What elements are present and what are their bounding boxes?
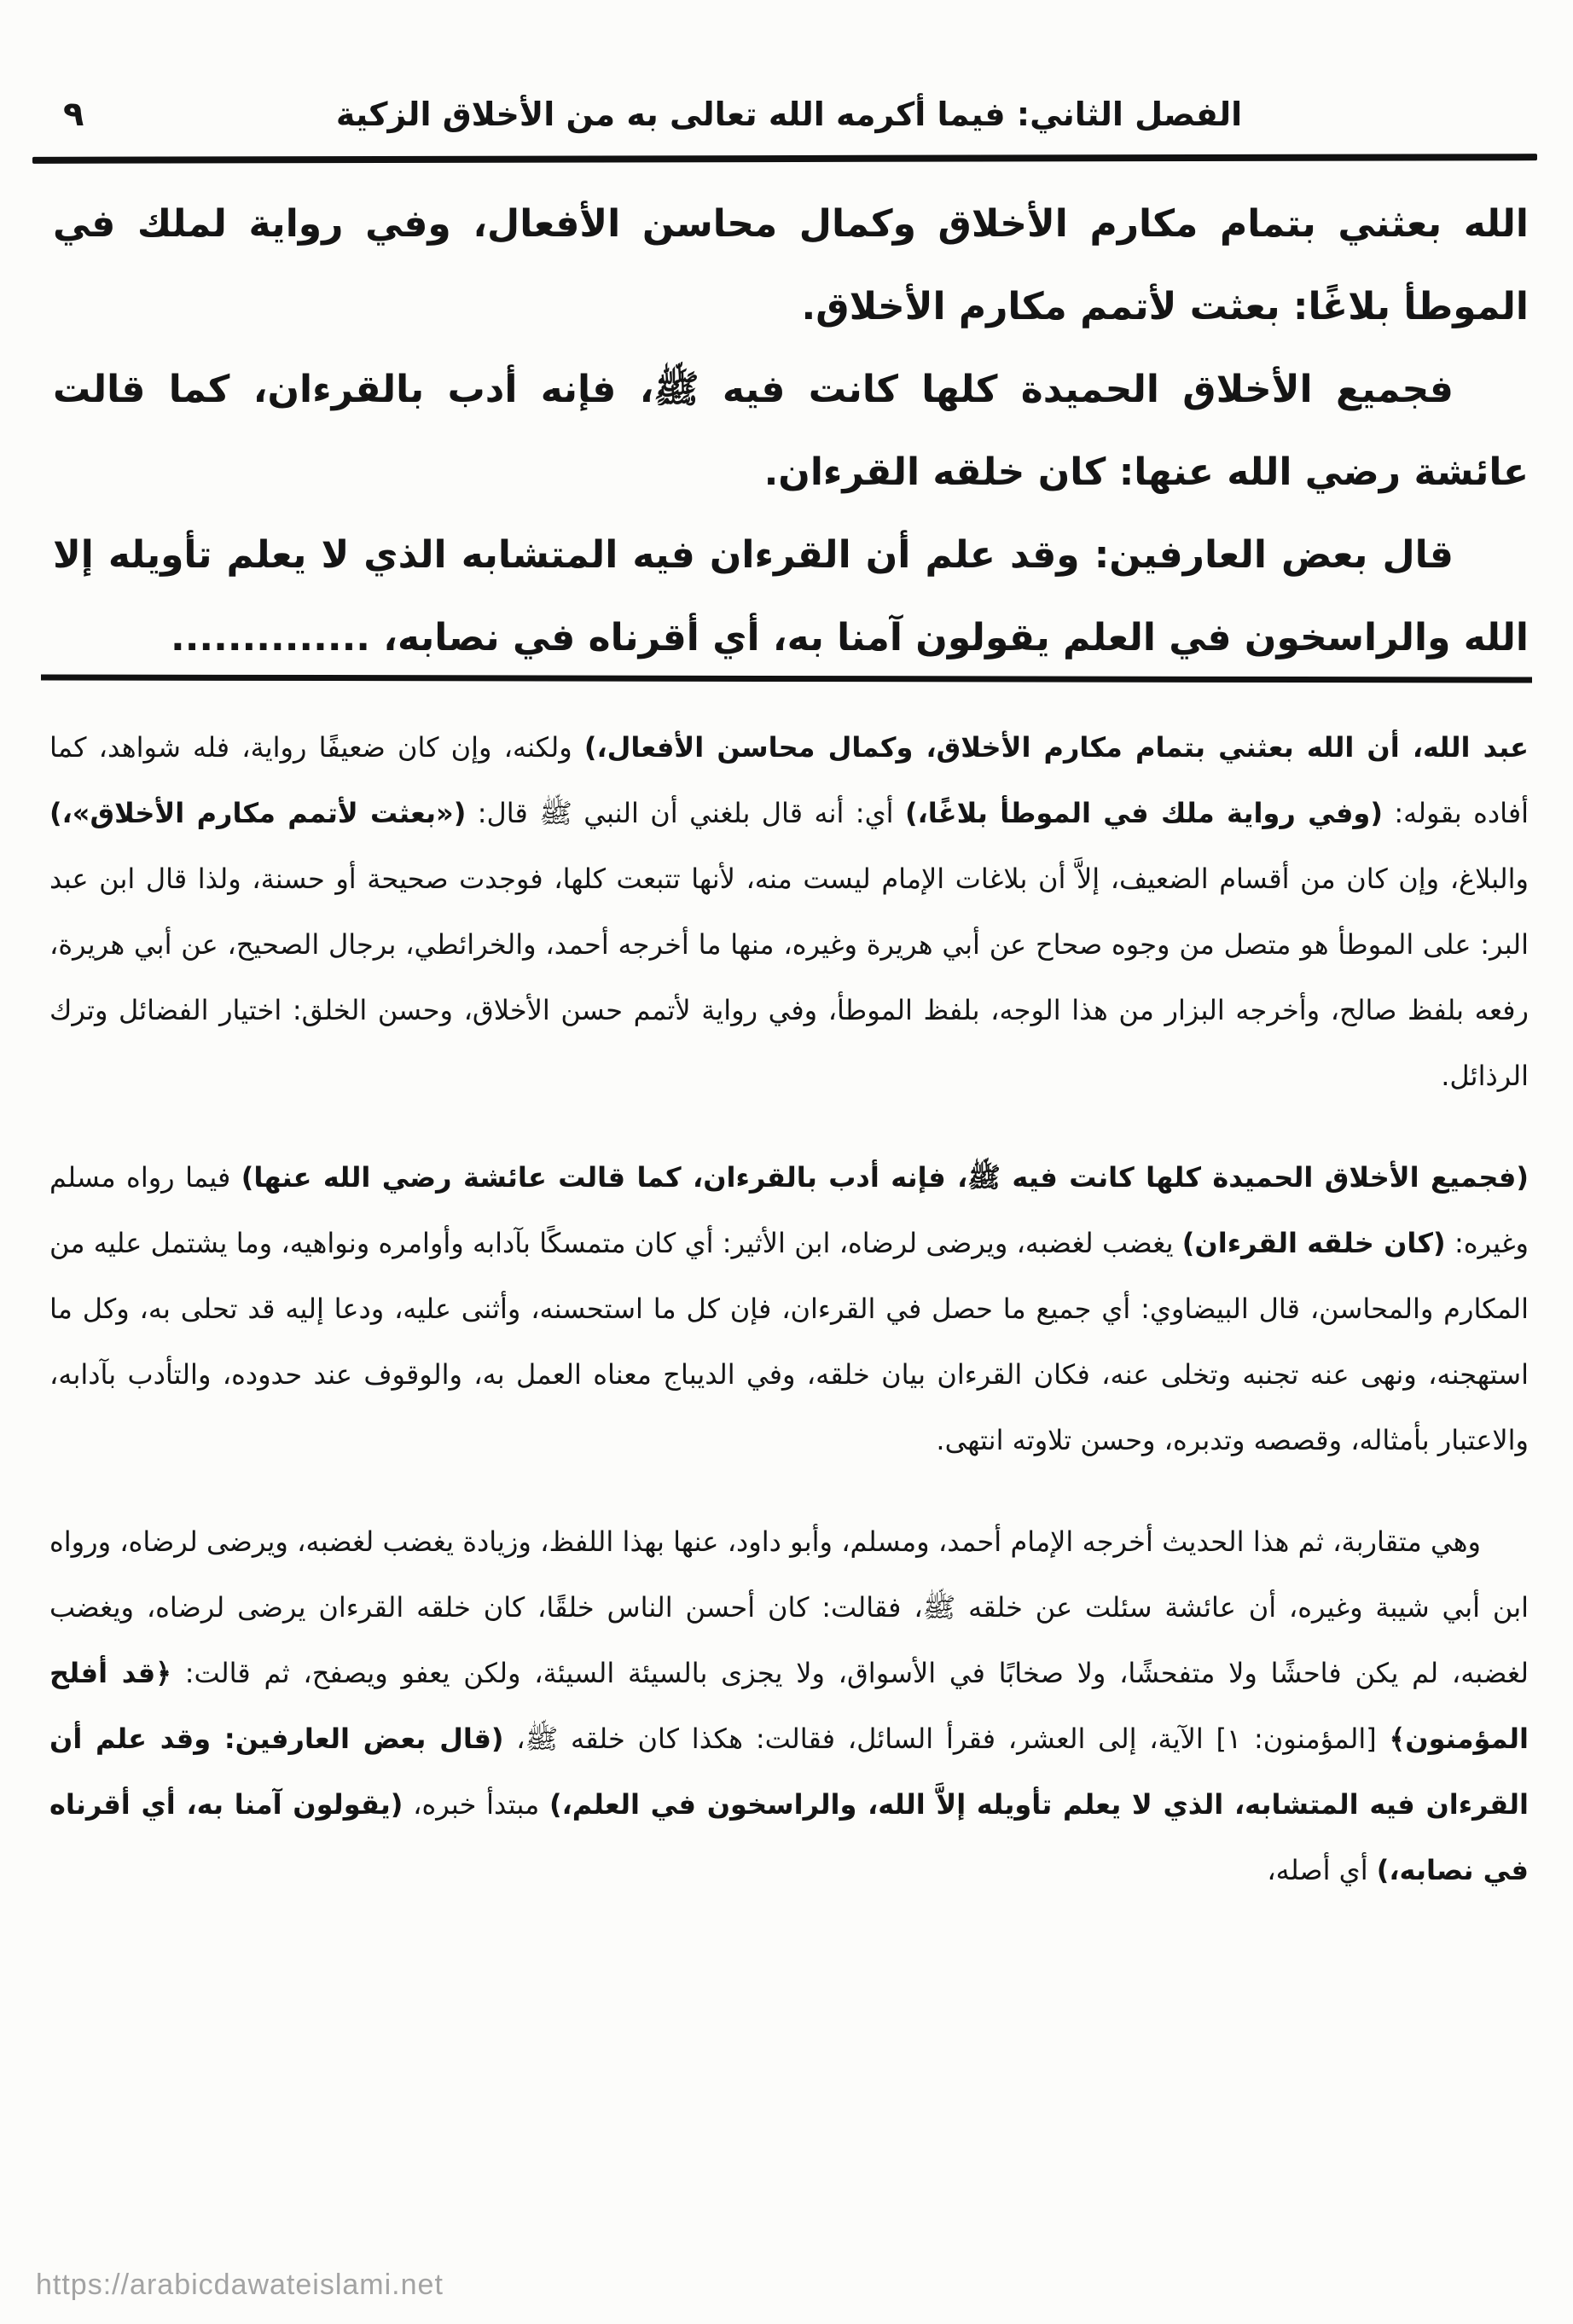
page-number: ٩ xyxy=(63,95,84,134)
quoted-matn-segment: (فجميع الأخلاق الحميدة كلها كانت فيه ﷺ، فإنه أدب بالقرءان، كما قالت عائشة رضي الله عنها) xyxy=(241,1161,1529,1194)
chapter-title: الفصل الثاني: فيما أكرمه الله تعالى به من الأخلاق الزكية xyxy=(335,96,1243,133)
quoted-matn-segment: (يقولون آمنا به، أي أقرناه في نصابه،) xyxy=(49,1788,1529,1886)
quoted-matn-segment: (قال بعض العارفين: وقد علم أن القرءان فيه المتشابه، الذي لا يعلم تأويله إلاَّ الله، والراسخون في العلم،) xyxy=(49,1723,1529,1821)
commentary-segment: والبلاغ، وإن كان من أقسام الضعيف، إلاَّ أن بلاغات الإمام ليست منه، لأنها تتبعت كلها، فوجدت صحيحة أو حسنة، ولذا قال ابن عبد البر: على الموطأ هو متصل من وجوه صحاح عن أبي هريرة وغيره، منها ما أخرجه أحمد، والخرائطي، برجال الصحيح، عن أبي هريرة، رفعه بلفظ صالح، وأخرجه البزار من هذا الوجه، بلفظ الموطأ، وفي رواية لأتمم حسن الأخلاق، وحسن الخلق: اختيار الفضائل وترك الرذائل. xyxy=(49,863,1529,1092)
commentary-paragraph xyxy=(49,1509,1529,1903)
quoted-matn-segment: الله بعثني بتمام مكارم الأخلاق وكمال محاسن الأفعال، وفي رواية لملك في الموطأ بلاغًا: بعثت لأتمم مكارم الأخلاق. xyxy=(53,202,1529,328)
matn-paragraph xyxy=(53,514,1529,679)
commentary-segment: وهي متقاربة، ثم هذا الحديث أخرجه الإمام أحمد، ومسلم، وأبو داود، عنها بهذا اللفظ، وزيادة يغضب لغضبه، ويرضى لرضاه، ورواه ابن أبي شيبة وغيره، أن عائشة سئلت عن خلقه ﷺ، فقالت: كان أحسن الناس خلقًا، كان خلقه القرءان يرضى لرضاه، ويغضب لغضبه، لم يكن فاحشًا ولا متفحشًا، ولا صخابًا في الأسواق، ولا يجزى بالسيئة السيئة، ولكن يعفو ويصفح، ثم قالت: xyxy=(49,1525,1529,1689)
commentary-segment: أي: أنه قال بلغني أن النبي ﷺ قال: xyxy=(466,797,905,829)
commentary-segment: ولكنه، وإن كان ضعيفًا رواية، فله شواهد، كما أفاده بقوله: xyxy=(49,731,1529,829)
watermark-url: https://arabicdawateislami.net xyxy=(36,2269,444,2301)
commentary-segment: مبتدأ خبره، xyxy=(403,1788,549,1821)
matn-text-block xyxy=(53,183,1529,679)
quoted-matn-segment: قال بعض العارفين: وقد علم أن القرءان فيه المتشابه الذي لا يعلم تأويله إلا الله والراسخون في العلم يقولون آمنا به، أي أقرناه في نصابه، .............. xyxy=(53,533,1529,659)
commentary-segment: أي أصله، xyxy=(1267,1854,1377,1886)
commentary-segment: فيما رواه مسلم وغيره: xyxy=(49,1161,1529,1259)
page-header xyxy=(39,75,1530,157)
quoted-matn-segment: فجميع الأخلاق الحميدة كلها كانت فيه ﷺ، فإنه أدب بالقرءان، كما قالت عائشة رضي الله عنها: كان خلقه القرءان. xyxy=(53,368,1529,494)
quoted-matn-segment: (وفي رواية ملك في الموطأ بلاغًا،) xyxy=(904,797,1383,829)
commentary-text-block xyxy=(49,715,1529,1903)
commentary-segment: [المؤمنون: ١] الآية، إلى العشر، فقرأ السائل، فقالت: هكذا كان خلقه ﷺ، xyxy=(503,1723,1390,1755)
quoted-matn-segment: (كان خلقه القرءان) xyxy=(1181,1227,1446,1259)
commentary-paragraph xyxy=(49,715,1529,1109)
matn-paragraph xyxy=(53,183,1529,348)
quoted-matn-segment: («بعثت لأتمم مكارم الأخلاق»،) xyxy=(49,797,467,829)
quoted-matn-segment: ﴿قد أفلح المؤمنون﴾ xyxy=(49,1657,1529,1755)
quoted-matn-segment: عبد الله، أن الله بعثني بتمام مكارم الأخلاق، وكمال محاسن الأفعال،) xyxy=(583,731,1529,764)
commentary-paragraph xyxy=(49,1145,1529,1473)
commentary-segment: يغضب لغضبه، ويرضى لرضاه، ابن الأثير: أي كان متمسكًا بآدابه وأوامره ونواهيه، وما يشتمل عليه من المكارم والمحاسن، قال البيضاوي: أي جميع ما حصل في القرءان، فإن كل ما استحسنه، وأثنى عليه، ودعا إليه قد تحلى به، وكل ما استهجنه، ونهى عنه تجنبه وتخلى عنه، فكان القرءان بيان خلقه، وفي الديباج معناه العمل به، والوقوف عند حدوده، والتأدب بآدابه، والاعتبار بأمثاله، وقصصه وتدبره، وحسن تلاوته انتهى. xyxy=(49,1227,1529,1456)
matn-paragraph xyxy=(53,348,1529,514)
